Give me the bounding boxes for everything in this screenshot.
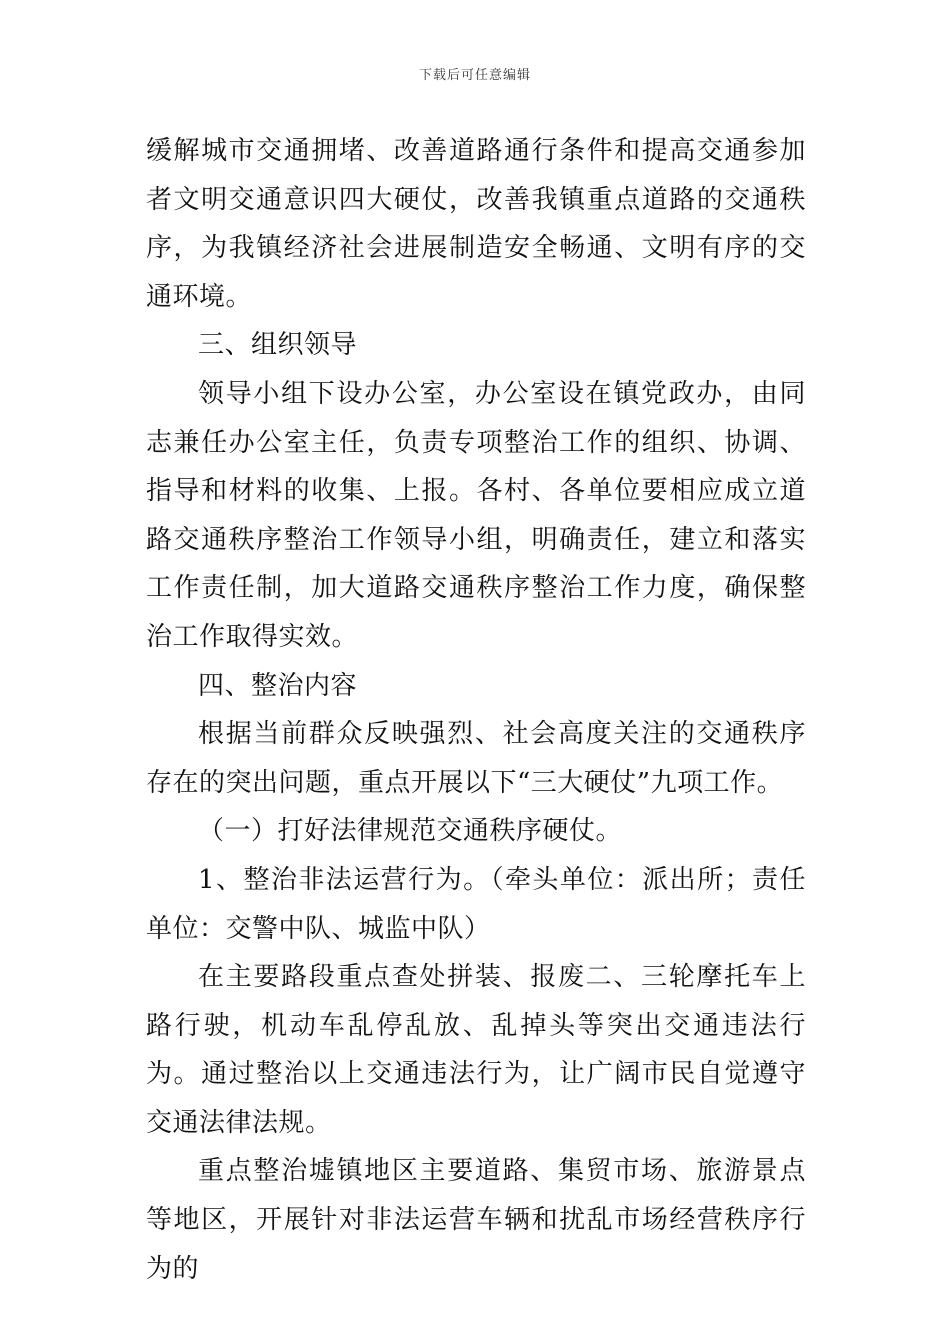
document-body (146, 127, 806, 1293)
paragraph-main-roads: 在主要路段重点查处拼装、报废二、三轮摩托车上路行驶，机动车乱停乱放、乱掉头等突出交通违法行为。通过整治以上交通违法行为，让广阔市民自觉遵守交通法律法规。 (146, 962, 806, 1138)
subsection-heading-law: （一）打好法律规范交通秩序硬仗。 (198, 816, 623, 847)
paragraph-town-areas: 重点整治墟镇地区主要道路、集贸市场、旅游景点等地区，开展针对非法运营车辆和扰乱市场经营秩序行为的 (146, 1156, 806, 1284)
paragraph-contents-intro: 根据当前群众反映强烈、社会高度关注的交通秩序存在的突出问题，重点开展以下“三大硬仗”九项工作。 (146, 719, 806, 798)
paragraph-organization: 领导小组下设办公室，办公室设在镇党政办，由同志兼任办公室主任，负责专项整治工作的组织、协调、指导和材料的收集、上报。各村、各单位要相应成立道路交通秩序整治工作领导小组，明确责任，建立和落实工作责任制，加大道路交通秩序整治工作力度，确保整治工作取得实效。 (146, 378, 806, 652)
section-heading-contents: 四、整治内容 (198, 670, 358, 701)
list-item-illegal-operation: 1、整治非法运营行为。（牵头单位：派出所；责任单位：交警中队、城监中队） (146, 864, 806, 944)
paragraph-traffic-goals: 缓解城市交通拥堵、改善道路通行条件和提高交通参加者文明交通意识四大硬仗，改善我镇重点道路的交通秩序，为我镇经济社会进展制造安全畅通、文明有序的交通环境。 (146, 136, 806, 312)
page-header-note: 下载后可任意编辑 (418, 68, 531, 83)
section-heading-organization: 三、组织领导 (198, 330, 358, 361)
